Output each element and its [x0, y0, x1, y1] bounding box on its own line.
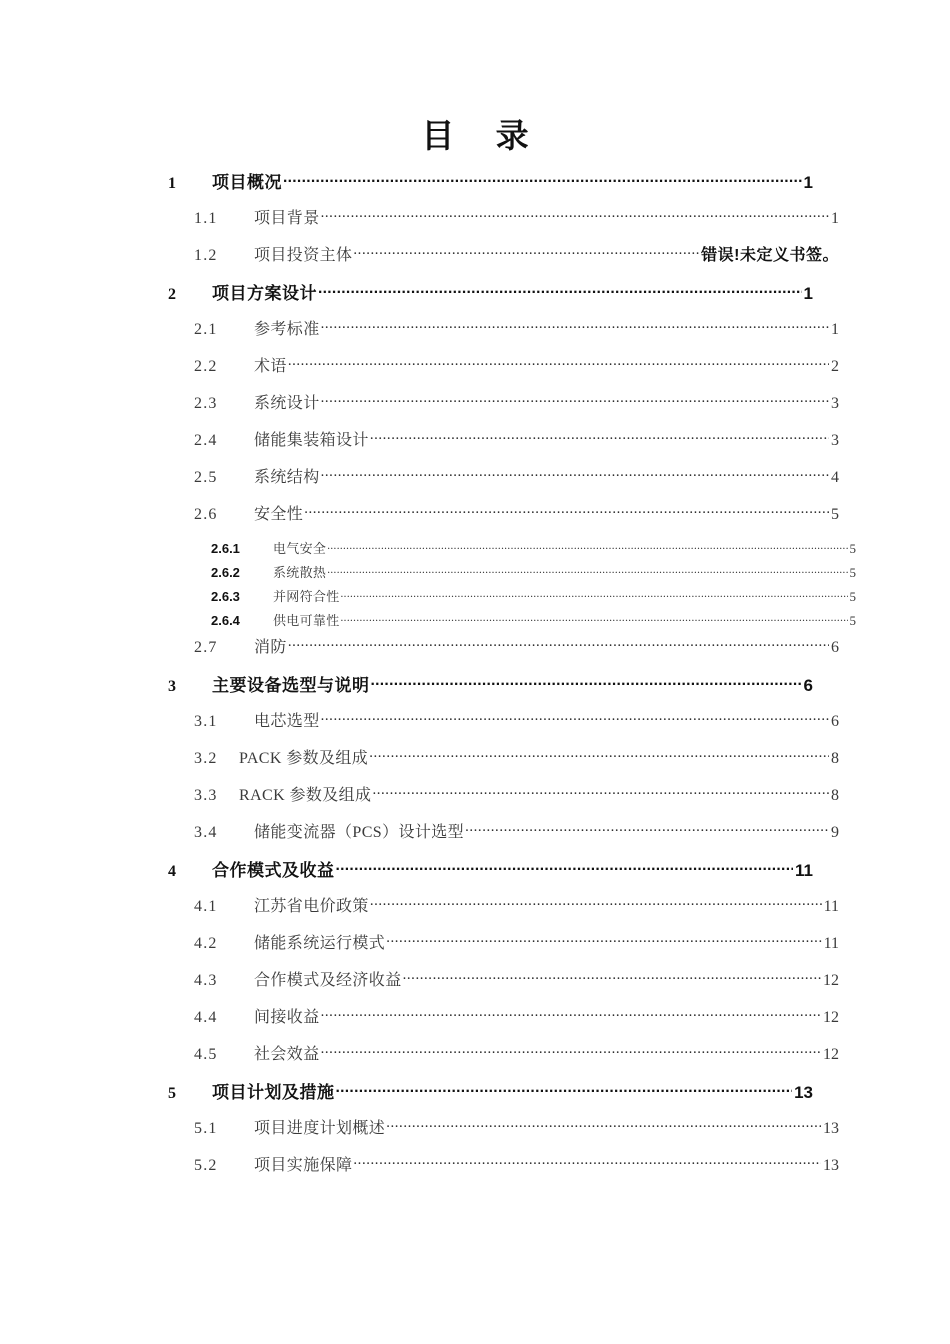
toc-dot-leader [341, 588, 848, 601]
toc-entry-number: 3 [168, 678, 176, 695]
toc-dot-leader [288, 636, 829, 652]
toc-entry-number: 2.6.3 [211, 589, 240, 604]
toc-page-number: 8 [831, 750, 839, 767]
toc-entry-label: 合作模式及经济收益 [254, 972, 402, 989]
toc-dot-leader [372, 784, 829, 800]
toc-page-number: 12 [823, 1009, 839, 1026]
toc-entry[interactable] [168, 242, 839, 279]
toc-dot-leader [336, 1081, 793, 1098]
toc-entry-number: 2.2 [194, 358, 218, 375]
toc-entry-number: 3.1 [194, 713, 218, 730]
toc-entry-number: 4.2 [194, 935, 218, 952]
toc-entry-label: 项目计划及措施 [212, 1083, 335, 1102]
toc-entry-number: 4 [168, 863, 176, 880]
toc-entry-number: 4.1 [194, 898, 218, 915]
toc-dot-leader [321, 466, 829, 482]
toc-entry[interactable] [168, 1078, 813, 1115]
toc-entry-label: 储能变流器（PCS）设计选型 [254, 824, 465, 841]
toc-entry-number: 4.5 [194, 1046, 218, 1063]
toc-entry-label: RACK 参数及组成 [239, 787, 372, 804]
toc-entry[interactable] [168, 1115, 839, 1152]
toc-entry-label: 术语 [254, 358, 287, 375]
toc-entry[interactable] [168, 168, 813, 205]
toc-page-number: 5 [849, 565, 856, 580]
toc-entry-label: 系统散热 [273, 565, 327, 580]
toc-entry-label: 合作模式及收益 [212, 861, 335, 880]
toc-dot-leader [321, 1043, 821, 1059]
toc-entry-label: 主要设备选型与说明 [212, 676, 370, 695]
toc-entry[interactable] [168, 610, 856, 634]
toc-dot-leader [403, 969, 821, 985]
toc-entry[interactable] [168, 562, 856, 586]
toc-dot-leader [465, 821, 829, 837]
toc-entry-label: 江苏省电价政策 [254, 898, 369, 915]
toc-entry-label: 储能集装箱设计 [254, 432, 369, 449]
toc-entry[interactable] [168, 893, 839, 930]
toc-page-number: 11 [823, 898, 839, 915]
toc-entry-number: 2.4 [194, 432, 218, 449]
toc-dot-leader [288, 355, 829, 371]
toc-page-number: 6 [831, 713, 839, 730]
toc-page-number: 1 [831, 321, 839, 338]
toc-page-number: 11 [795, 861, 813, 880]
toc-dot-leader [318, 282, 802, 299]
toc-dot-leader [371, 674, 802, 691]
toc-page-number: 12 [823, 972, 839, 989]
toc-page-number: 5 [849, 613, 856, 628]
toc-entry[interactable] [168, 634, 839, 671]
toc-entry-number: 4.3 [194, 972, 218, 989]
toc-entry[interactable] [168, 967, 839, 1004]
toc-entry-number: 2.6.4 [211, 613, 240, 628]
toc-entry[interactable] [168, 353, 839, 390]
toc-dot-leader [321, 207, 829, 223]
toc-entry-label: 电气安全 [273, 541, 327, 556]
toc-dot-leader [321, 1006, 821, 1022]
toc-entry-label: 项目投资主体 [254, 247, 353, 264]
toc-entry[interactable] [168, 1004, 839, 1041]
toc-entry[interactable] [168, 745, 839, 782]
toc-entry-number: 2.6.1 [211, 541, 240, 556]
toc-entry-label: PACK 参数及组成 [239, 750, 369, 767]
toc-entry-number: 1 [168, 175, 176, 192]
toc-page-number: 13 [823, 1157, 839, 1174]
toc-dot-leader [353, 244, 700, 260]
toc-page-number: 5 [849, 541, 856, 556]
toc-dot-leader [321, 392, 829, 408]
toc-entry[interactable] [168, 316, 839, 353]
toc-dot-leader [304, 503, 829, 519]
toc-entry[interactable] [168, 390, 839, 427]
toc-dot-leader [341, 612, 848, 625]
toc-page-number: 13 [823, 1120, 839, 1137]
toc-entry-label: 电芯选型 [254, 713, 320, 730]
toc-dot-leader [353, 1154, 821, 1170]
toc-page-number: 3 [831, 395, 839, 412]
toc-dot-leader [321, 710, 829, 726]
toc-dot-leader [327, 540, 847, 553]
toc-entry[interactable] [168, 782, 839, 819]
toc-entry-number: 2.6.2 [211, 565, 240, 580]
toc-entry-label: 参考标准 [254, 321, 320, 338]
toc-entry-label: 项目概况 [212, 173, 282, 192]
toc-entry-number: 1.1 [194, 210, 218, 227]
toc-page-number: 11 [823, 935, 839, 952]
toc-entry-number: 2 [168, 286, 176, 303]
toc-dot-leader [283, 171, 802, 188]
toc-dot-leader [369, 747, 829, 763]
toc-entry[interactable] [168, 930, 839, 967]
toc-entry[interactable] [168, 671, 813, 708]
toc-entry[interactable] [168, 1041, 839, 1078]
toc-page-number: 1 [803, 173, 813, 192]
toc-entry-label: 项目实施保障 [254, 1157, 353, 1174]
toc-entry-number: 3.2 [194, 750, 218, 767]
table-of-contents [168, 168, 856, 1189]
toc-bookmark-error: 错误!未定义书签。 [701, 247, 839, 264]
toc-entry[interactable] [168, 501, 839, 538]
toc-entry-label: 项目背景 [254, 210, 320, 227]
page-title: 目 录 [421, 117, 545, 154]
toc-page-number: 1 [831, 210, 839, 227]
toc-entry-label: 项目方案设计 [212, 284, 317, 303]
toc-entry-number: 5.1 [194, 1120, 218, 1137]
toc-page-number: 5 [849, 589, 856, 604]
toc-entry-label: 项目进度计划概述 [254, 1120, 386, 1137]
toc-page-number: 8 [831, 787, 839, 804]
toc-page-number: 5 [831, 506, 839, 523]
toc-page-number: 12 [823, 1046, 839, 1063]
toc-entry-number: 2.3 [194, 395, 218, 412]
toc-entry-number: 2.6 [194, 506, 218, 523]
toc-entry-label: 消防 [254, 639, 287, 656]
toc-entry[interactable] [168, 464, 839, 501]
toc-entry-number: 1.2 [194, 247, 218, 264]
toc-entry[interactable] [168, 205, 839, 242]
toc-dot-leader [327, 564, 847, 577]
toc-entry[interactable] [168, 538, 856, 562]
toc-page-number: 9 [831, 824, 839, 841]
toc-entry-label: 间接收益 [254, 1009, 320, 1026]
toc-dot-leader [336, 859, 794, 876]
toc-entry-number: 2.5 [194, 469, 218, 486]
toc-entry-label: 系统结构 [254, 469, 320, 486]
toc-page-number: 4 [831, 469, 839, 486]
toc-entry-label: 系统设计 [254, 395, 320, 412]
toc-dot-leader [386, 1117, 821, 1133]
toc-entry-label: 供电可靠性 [273, 613, 340, 628]
toc-entry[interactable] [168, 708, 839, 745]
toc-entry-number: 3.4 [194, 824, 218, 841]
toc-entry[interactable] [168, 856, 813, 893]
toc-entry[interactable] [168, 279, 813, 316]
toc-entry-label: 并网符合性 [273, 589, 340, 604]
toc-entry-label: 社会效益 [254, 1046, 320, 1063]
toc-entry-number: 5 [168, 1085, 176, 1102]
toc-entry-number: 3.3 [194, 787, 218, 804]
toc-entry[interactable] [168, 1152, 839, 1189]
toc-dot-leader [370, 895, 822, 911]
toc-entry[interactable] [168, 819, 839, 856]
toc-dot-leader [370, 429, 829, 445]
toc-entry[interactable] [168, 586, 856, 610]
toc-page-number: 6 [831, 639, 839, 656]
toc-page-number: 1 [803, 284, 813, 303]
toc-page-number: 2 [831, 358, 839, 375]
toc-entry[interactable] [168, 427, 839, 464]
toc-dot-leader [321, 318, 829, 334]
toc-entry-number: 2.7 [194, 639, 218, 656]
toc-entry-number: 5.2 [194, 1157, 218, 1174]
toc-dot-leader [386, 932, 821, 948]
toc-entry-label: 安全性 [254, 506, 304, 523]
toc-page-number: 13 [794, 1083, 813, 1102]
toc-page-number: 3 [831, 432, 839, 449]
toc-entry-label: 储能系统运行模式 [254, 935, 386, 952]
toc-entry-number: 2.1 [194, 321, 218, 338]
toc-page-number: 6 [803, 676, 813, 695]
toc-entry-number: 4.4 [194, 1009, 218, 1026]
